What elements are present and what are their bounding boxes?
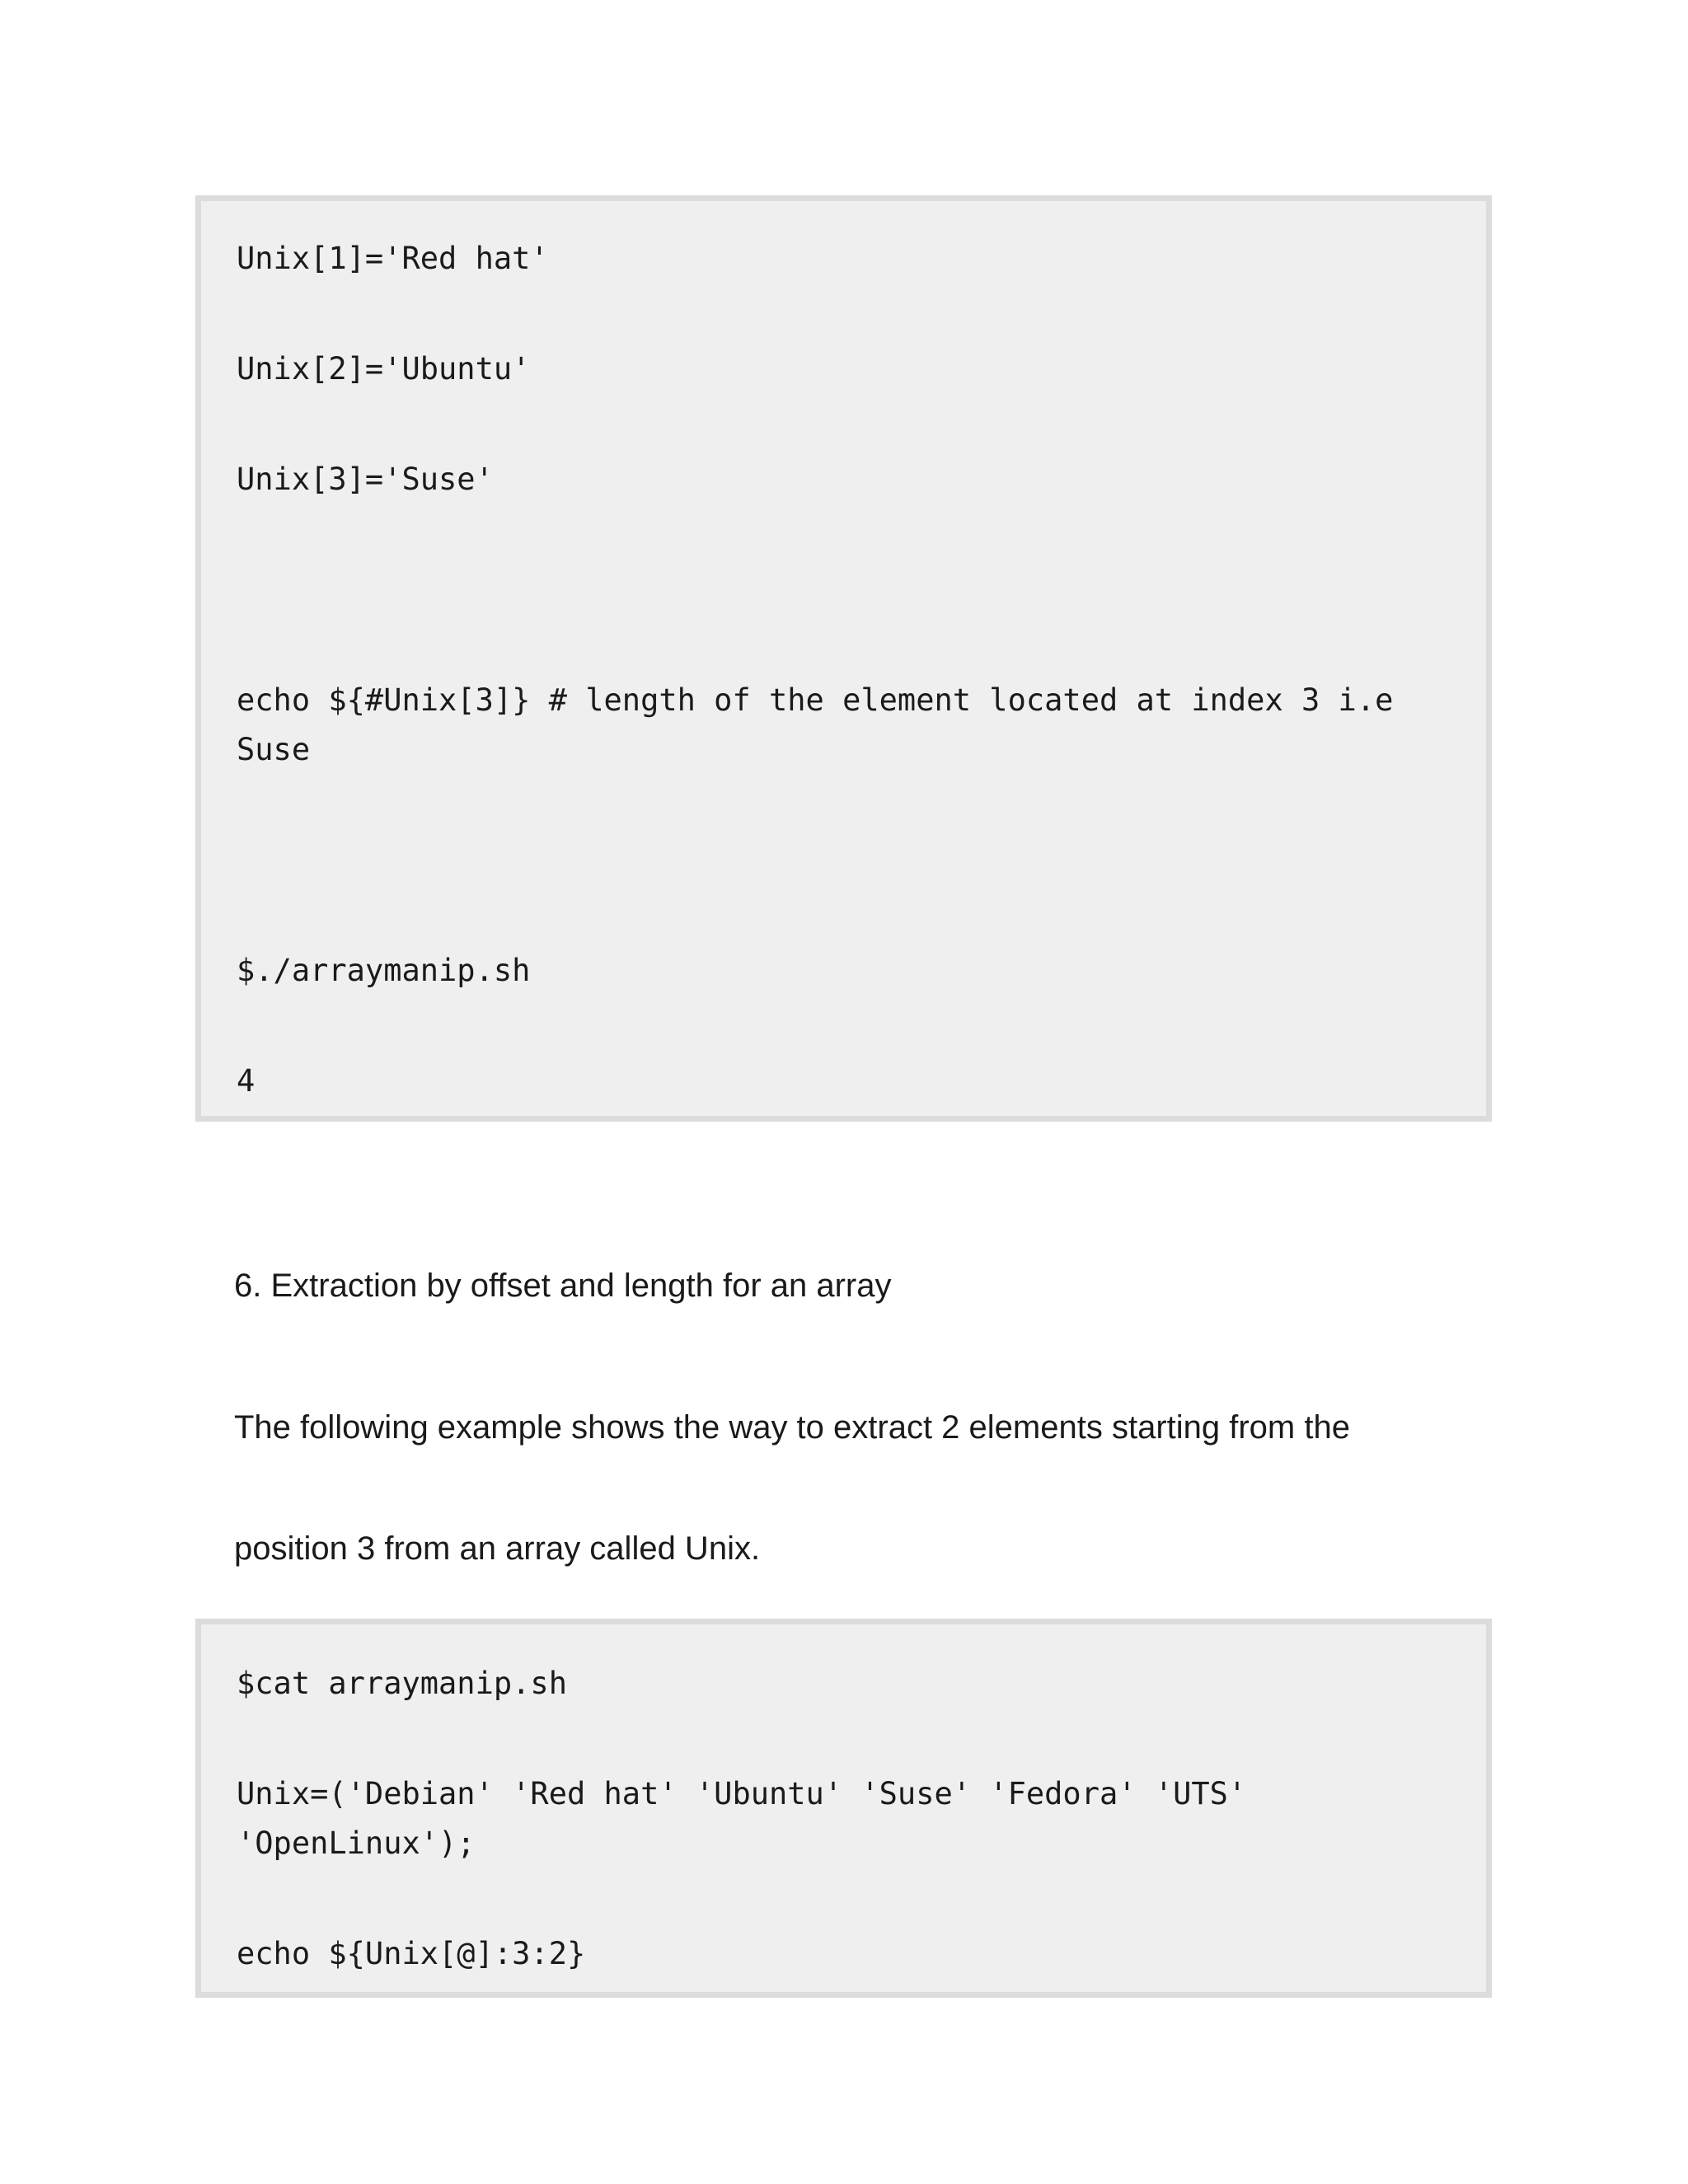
section-heading: 6. Extraction by offset and length for an array	[234, 1268, 892, 1304]
code-line: Unix[1]='Red hat'	[237, 241, 549, 276]
code-block-1	[195, 195, 1492, 1122]
code-line: Unix[3]='Suse'	[237, 462, 494, 497]
code-block-2	[195, 1619, 1492, 1998]
code-line: echo ${#Unix[3]} # length of the element located at index 3 i.e	[237, 682, 1394, 718]
code-line: Unix=('Debian' 'Red hat' 'Ubuntu' 'Suse' 'Fedora' 'UTS'	[237, 1776, 1247, 1811]
paragraph-line: The following example shows the way to extract 2 elements starting from the	[234, 1409, 1350, 1446]
code-line: Suse	[237, 732, 311, 767]
paragraph-line: position 3 from an array called Unix.	[234, 1530, 761, 1567]
code-line: echo ${Unix[@]:3:2}	[237, 1936, 586, 1971]
code-line: 'OpenLinux');	[237, 1825, 476, 1861]
code-line: 4	[237, 1063, 256, 1099]
code-line: $./arraymanip.sh	[237, 953, 531, 988]
code-line: Unix[2]='Ubuntu'	[237, 351, 531, 387]
code-line: $cat arraymanip.sh	[237, 1666, 567, 1701]
